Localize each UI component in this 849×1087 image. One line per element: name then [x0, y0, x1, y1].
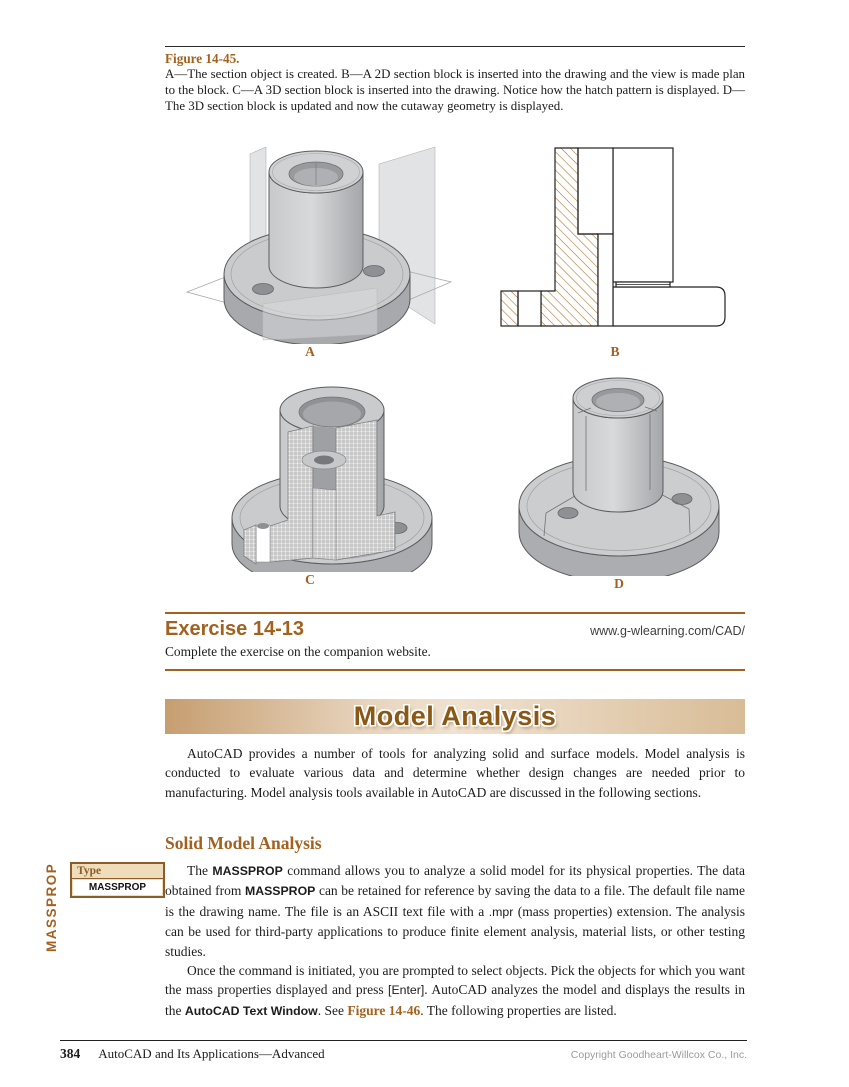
- figure-images-area: [165, 140, 745, 598]
- book-title: AutoCAD and Its Applications—Advanced: [98, 1046, 325, 1061]
- paragraph-massprop: The MASSPROP command allows you to analyze a solid model for its physical properties. The data obtained from MASSPROP can be retained for reference by saving the data to a file. The default file name is the drawing name. The file is an ASCII text file with a .mpr (mass properties) extension. The analysis can be used for third-party applications to produce finite element analysis, material lists, or other testing studies.: [165, 863, 745, 959]
- figure-b-label: B: [610, 344, 620, 359]
- body-copy: [165, 861, 745, 1021]
- exercise-body: Complete the exercise on the companion website.: [165, 644, 431, 659]
- figure-caption-text: A—The section object is created. B—A 2D section block is inserted into the drawing and the view is made plan to the block. C—A 3D section block is inserted into the drawing. Notice how the hatch pattern is displayed. D—The 3D section block is updated and now the cutaway geometry is displayed.: [165, 67, 745, 113]
- figure-c-image: [210, 368, 460, 572]
- sidebar-vertical-label: MASSPROP: [44, 862, 59, 952]
- figure-c-label: C: [305, 572, 315, 587]
- figure-d-label: D: [614, 576, 624, 591]
- 3d-section-block-updated: [490, 366, 748, 576]
- page-footer: [60, 1040, 747, 1062]
- type-box-title: Type: [72, 864, 163, 879]
- 3d-section-block-hatched: [210, 368, 460, 572]
- figure-caption-block: [165, 46, 745, 115]
- copyright-notice: Copyright Goodheart-Willcox Co., Inc.: [570, 1049, 747, 1061]
- footer-left: [60, 1046, 325, 1062]
- page-number: 384: [60, 1046, 81, 1061]
- section-banner: [165, 699, 745, 734]
- figure-number: Figure 14-45.: [165, 51, 240, 66]
- figure-b-image: [495, 146, 735, 331]
- figure-d-image: [490, 366, 748, 576]
- type-box-command: MASSPROP: [73, 880, 162, 895]
- caption-top-rule: [165, 46, 745, 47]
- 2d-section-drawing: [495, 146, 735, 331]
- exercise-block: [165, 612, 745, 671]
- exercise-title: Exercise 14-13: [165, 618, 305, 640]
- figure-a-label: A: [305, 344, 315, 359]
- command-type-box: [70, 862, 165, 898]
- section-banner-title: Model Analysis: [353, 701, 557, 731]
- intro-paragraph: AutoCAD provides a number of tools for analyzing solid and surface models. Model analysis is conducted to evaluate various data and determine whether design changes are needed prior to manufacturing. Model analysis tools available in AutoCAD are discussed in the following sections.: [165, 746, 745, 800]
- exercise-url: www.g-wlearning.com/CAD/: [590, 624, 745, 638]
- section-object-3d-model: [183, 142, 455, 344]
- subheading: Solid Model Analysis: [165, 833, 322, 853]
- exercise-header: [165, 618, 745, 641]
- figure-a-image: [183, 142, 455, 344]
- paragraph-command-use: Once the command is initiated, you are prompted to select objects. Pick the objects for which you want the mass properties displayed and press [Enter]. AutoCAD analyzes the model and displays the results in the AutoCAD Text Window. See Figure 14-46. The following properties are listed.: [165, 963, 745, 1018]
